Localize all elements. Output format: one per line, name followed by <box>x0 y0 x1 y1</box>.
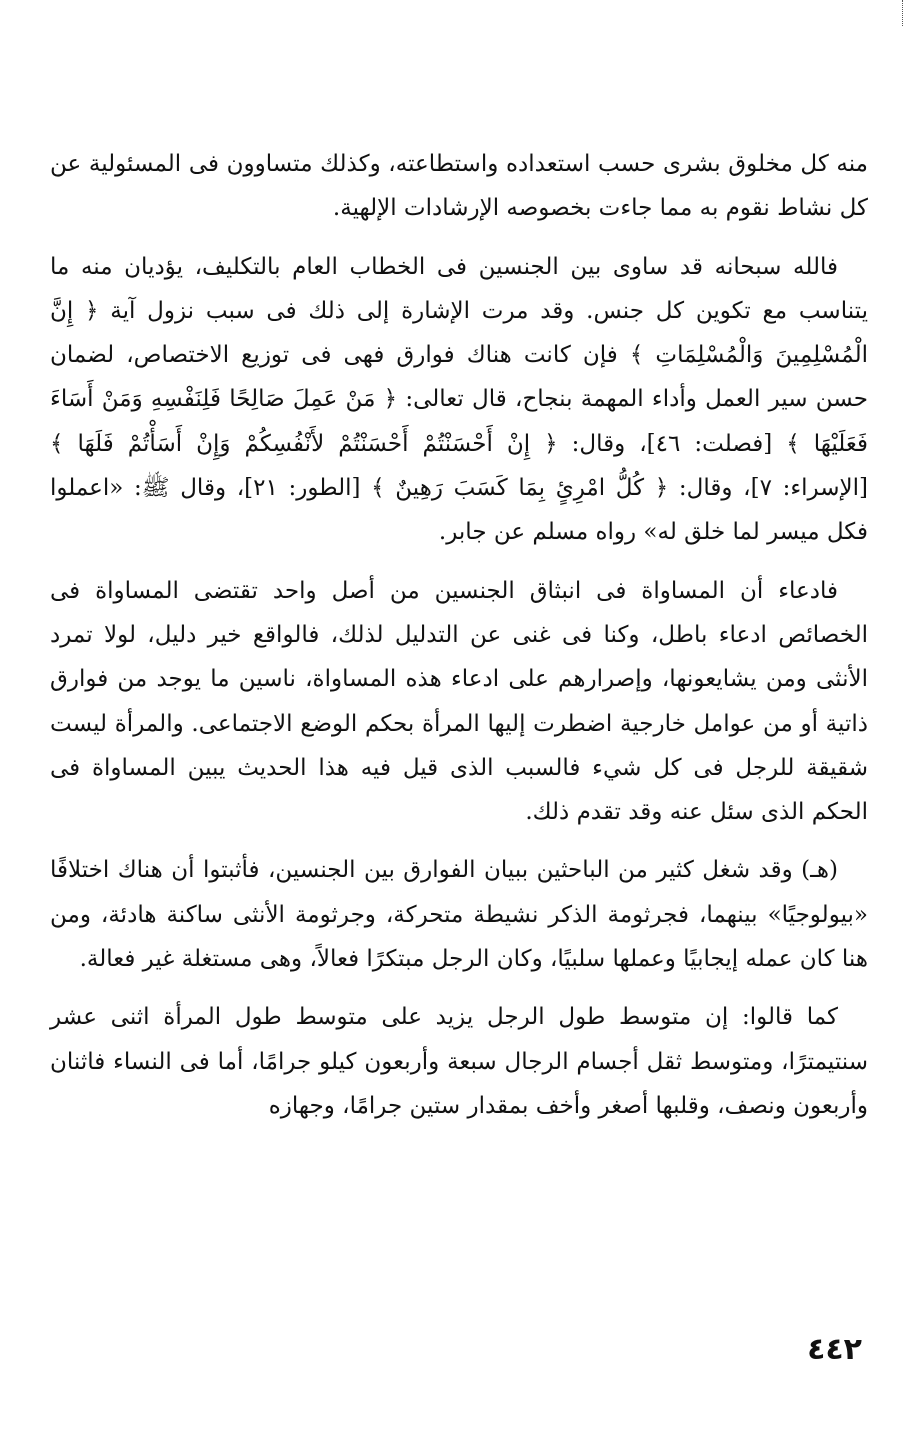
page-body <box>50 142 868 1142</box>
paragraph-2: فالله سبحانه قد ساوى بين الجنسين فى الخطاب العام بالتكليف، يؤديان منه ما يتناسب مع تكوين كل جنس. وقد مرت الإشارة إلى ذلك فى سبب نزول آية ﴿ إِنَّ الْمُسْلِمِينَ وَالْمُسْلِمَاتِ ﴾ فإن كانت هناك فوارق فهى فى توزيع الاختصاص، لضمان حسن سير العمل وأداء المهمة بنجاح، قال تعالى: ﴿ مَنْ عَمِلَ صَالِحًا فَلِنَفْسِهِ وَمَنْ أَسَاءَ فَعَلَيْهَا ﴾ [فصلت: ٤٦]، وقال: ﴿ إِنْ أَحْسَنْتُمْ أَحْسَنْتُمْ لأَنْفُسِكُمْ وَإِنْ أَسَأْتُمْ فَلَهَا ﴾ [الإسراء: ٧]، وقال: ﴿ كُلُّ امْرِئٍ بِمَا كَسَبَ رَهِينٌ ﴾ [الطور: ٢١]، وقال ﷺ: «اعملوا فكل ميسر لما خلق له» رواه مسلم عن جابر. <box>50 253 868 546</box>
paragraph-5: كما قالوا: إن متوسط طول الرجل يزيد على متوسط طول المرأة اثنى عشر سنتيمترًا، ومتوسط ثقل أجسام الرجال سبعة وأربعون كيلو جرامًا، أما فى النساء فاثنان وأربعون ونصف، وقلبها أصغر وأخف بمقدار ستين جرامًا، وجهازه <box>50 1004 868 1119</box>
scan-edge-mark <box>902 0 905 26</box>
paragraph-3: فادعاء أن المساواة فى انبثاق الجنسين من أصل واحد تقتضى المساواة فى الخصائص ادعاء باطل، وكنا فى غنى عن التدليل لذلك، فالواقع خير دليل، لولا تمرد الأنثى ومن يشايعونها، وإصرارهم على ادعاء هذه المساواة، ناسين ما يوجد من فوارق ذاتية أو من عوامل خارجية اضطرت إليها المرأة بحكم الوضع الاجتماعى. والمرأة ليست شقيقة للرجل فى كل شيء فالسبب الذى قيل فيه هذا الحديث يبين المساواة فى الحكم الذى سئل عنه وقد تقدم ذلك. <box>50 577 868 826</box>
paragraph-4: (هـ) وقد شغل كثير من الباحثين ببيان الفوارق بين الجنسين، فأثبتوا أن هناك اختلافًا «بيولوجيًا» بينهما، فجرثومة الذكر نشيطة متحركة، وجرثومة الأنثى ساكنة هادئة، ومن هنا كان عمله إيجابيًا وعملها سلبيًا، وكان الرجل مبتكرًا فعالاً، وهى مستغلة غير فعالة. <box>50 857 868 973</box>
paragraph-1: منه كل مخلوق بشرى حسب استعداده واستطاعته، وكذلك متساوون فى المسئولية عن كل نشاط نقوم به مما جاءت بخصوصه الإرشادات الإلهية. <box>50 151 868 222</box>
page-number: ٤٤٢ <box>807 1332 862 1367</box>
